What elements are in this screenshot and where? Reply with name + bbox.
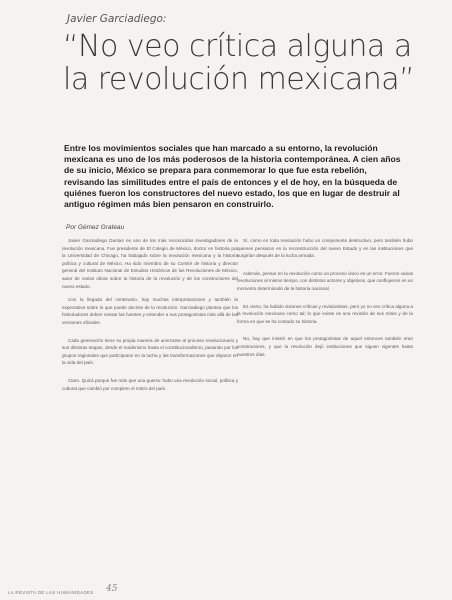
article-kicker: Javier Garciadiego: bbox=[67, 13, 167, 25]
article-lead: Entre los movimientos sociales que han marcado a su entorno, la revolución mexicana es uno de los más poderosos de la historia contemporánea. A cien años de su inicio, México se prepara para conmemorar lo que fue esta rebelión, revisando las similitudes entre el país de entonces y el de hoy, en la búsqueda de quiénes fueron los constructores del nuevo estado, los que en lugar de destruir al antiguo régimen más bien pensaron en construirlo. bbox=[64, 143, 401, 210]
article-headline: “No veo crítica alguna a la revolución mexicana” bbox=[63, 29, 415, 97]
body-paragraph: Sí, como en toda revolución hubo un componente destructivo, pero también hubo quienes pensaron en la reconstrucción del nuevo Estado y en las instituciones que surgirían después de la lucha armada. bbox=[237, 238, 413, 259]
body-paragraph: Es cierto, ha habido visiones críticas y revisionistas, pero yo no veo crítica alguna a la revolución mexicana como tal; lo que existe es una revisión de sus mitos y de la forma en que se ha contado su historia. bbox=[237, 303, 413, 324]
page-number: 45 bbox=[106, 584, 118, 594]
body-column-left bbox=[62, 237, 238, 587]
article-byline: Por Gémez Grateau bbox=[66, 224, 125, 231]
body-paragraph: Claro. Quizá porque fue más que una guerra: hubo una revolución social, política y cultural que cambió por completo el rostro del país. bbox=[62, 377, 238, 391]
body-paragraph: Con la llegada del centenario, hay muchas interpretaciones y también la expectativa sobre lo que puede decirse de la revolución. Garciadiego plantea que los historiadores deben revisar las fuentes y entender a sus protagonistas más allá de las versiones oficiales. bbox=[62, 297, 238, 325]
body-paragraph: Además, pensar en la revolución como un proceso único es un error. Fueron varias revoluciones al mismo tiempo, con distintos actores y objetivos, que confluyeron en un momento determinado de la historia nacional. bbox=[237, 270, 413, 291]
body-paragraph: No, hay que insistir en que los protagonistas de aquel entonces también eran constructores, y que la revolución dejó instituciones que siguen vigentes hasta nuestros días. bbox=[237, 336, 413, 357]
body-paragraph: Javier Garciadiego Dantan es uno de los más reconocidos investigadores de la revolución mexicana. Fue presidente de El Colegio de México, doctor en historia por la Universidad de Chicago, ha trabajado sobre la revolución mexicana y la historia política y cultural de México. Ha sido miembro de su Comité de historia y director general del Instituto Nacional de Estudios Históricos de las Revoluciones de México, autor de varias obras sobre la historia de la revolución y de los constructores del nuevo estado. bbox=[62, 238, 238, 289]
body-column-right bbox=[237, 237, 413, 587]
body-paragraph: Cada generación tiene su propia manera de acercarse al proceso revolucionario y sus distintas etapas, desde el maderismo hasta el constitucionalismo, pasando por los grupos regionales que participaron en la lucha y las transformaciones que dejaron en la vida del país. bbox=[62, 337, 238, 366]
running-footer: LA REVISTA DE LAS HUMANIDADES bbox=[8, 590, 94, 595]
